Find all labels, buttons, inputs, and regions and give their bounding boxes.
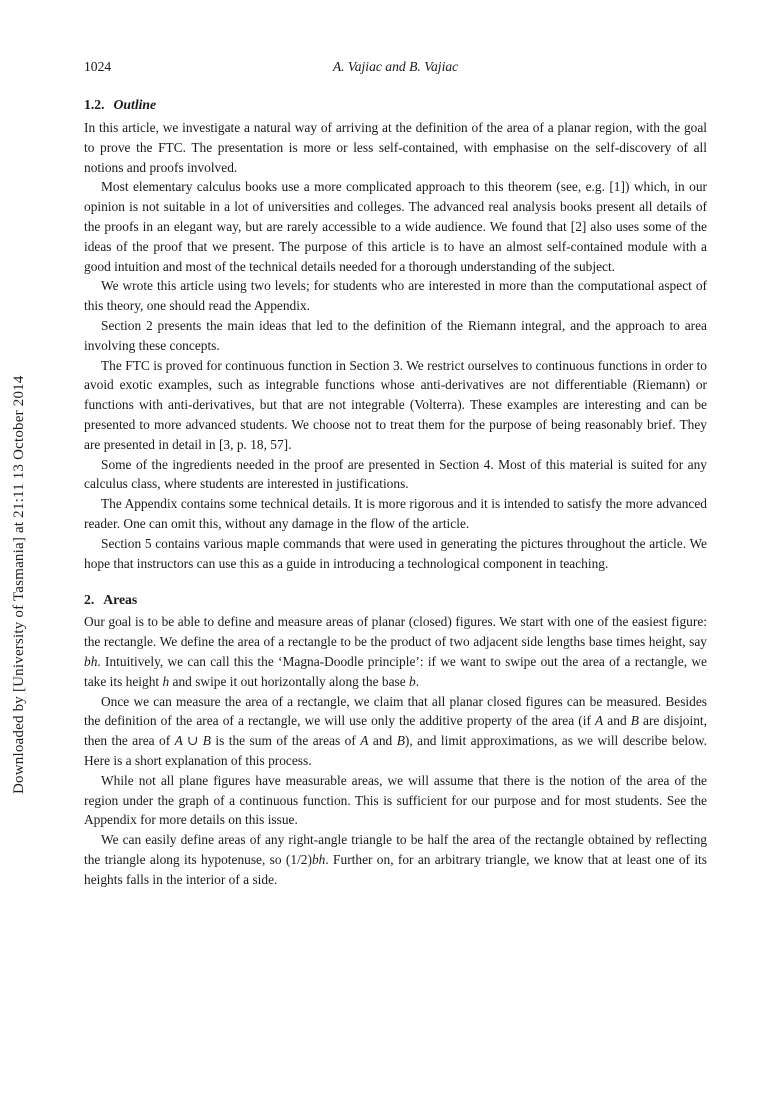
paragraph bbox=[84, 177, 707, 276]
text-run: Section 2 presents the main ideas that led to the definition of the Riemann integral, and the approach to area involving these concepts. bbox=[84, 317, 707, 353]
paragraph bbox=[84, 316, 707, 356]
text-run: We can easily define areas of any right-angle triangle to be half the area of the rectangle obtained by reflecting the triangle along its hypotenuse, so (1/2) bbox=[84, 832, 707, 867]
math-variable: A ∪ B bbox=[174, 733, 211, 749]
text-run: . Intuitively, we can call this the ‘Magna-Doodle principle’: if we want to swipe out the area of a rectangle, we take its height bbox=[84, 653, 707, 689]
text-run: Once we can measure the area of a rectangle, we claim that all planar closed figures can be measured. Besides the definition of the area of a rectangle, we will use only the additive property of the area (if bbox=[84, 693, 707, 729]
paragraph bbox=[84, 612, 707, 691]
article-content bbox=[84, 57, 707, 889]
running-title: A. Vajiac and B. Vajiac bbox=[332, 59, 459, 74]
section-title: Outline bbox=[113, 97, 157, 112]
paragraph bbox=[84, 771, 707, 830]
section-title: Areas bbox=[103, 592, 138, 608]
text-run: ), and limit approximations, as we will describe below. Here is a short explanation of this process. bbox=[84, 733, 707, 768]
text-run: The FTC is proved for continuous function in Section 3. We restrict ourselves to continuous functions in order to avoid exotic examples, such as integrable functions whose anti-derivatives are not differentiable (Riemann) or functions with anti-derivatives, but that are not integrable (Volterra). These examples are interesting and can be presented to more advanced students. We choose not to treat them for the purpose of being reasonably brief. They are presented in detail in [3, p. 18, 57]. bbox=[84, 357, 707, 452]
text-run: and swipe it out horizontally along the base bbox=[169, 673, 410, 689]
paragraph bbox=[84, 830, 707, 889]
text-run: Our goal is to be able to define and measure areas of planar (closed) figures. We start with one of the easiest figure: the rectangle. We define the area of a rectangle to be the product of two adjacent side lengths base times height, say bbox=[84, 614, 707, 650]
text-run: We wrote this article using two levels; for students who are interested in more than the computational aspect of this theory, one should read the Appendix. bbox=[84, 278, 707, 314]
page-number: 1024 bbox=[84, 59, 112, 74]
page-header bbox=[84, 57, 707, 77]
text-run: While not all plane figures have measurable areas, we will assume that there is the notion of the area of the region under the graph of a continuous function. This is sufficient for our purpose and for most students. See the Appendix for more details on this issue. bbox=[84, 772, 707, 828]
text-run: are disjoint, then the area of bbox=[84, 713, 707, 749]
section bbox=[84, 590, 707, 889]
paragraph bbox=[84, 118, 707, 177]
paragraph bbox=[84, 455, 707, 495]
math-variable: b bbox=[409, 673, 416, 689]
text-run: The Appendix contains some technical details. It is more rigorous and it is intended to satisfy the more advanced reader. One can omit this, without any damage in the flow of the article. bbox=[84, 496, 707, 531]
paragraph bbox=[84, 494, 707, 534]
section bbox=[84, 95, 707, 573]
math-variable: bh bbox=[311, 851, 326, 867]
text-run: Some of the ingredients needed in the proof are presented in Section 4. Most of this material is suited for any calculus class, where students are interested in justifications. bbox=[84, 456, 707, 492]
paragraph bbox=[84, 692, 707, 771]
text-run: Most elementary calculus books use a more complicated approach to this theorem (see, e.g. [1]) which, in our opinion is not suitable in a lot of universities and colleges. The advanced real analysis books present all details of the proofs in an elegant way, but are rarely accessible to a wide audience. We found that [2] also uses some of the ideas of the proof that we present. The purpose of this article is to have an almost self-contained module with a good intuition and most of the technical details needed for a thorough understanding of the subject. bbox=[84, 179, 707, 274]
text-run: Section 5 contains various maple commands that were used in generating the pictures throughout the article. We hope that instructors can use this as a guide in introducing a technological component in teaching. bbox=[84, 535, 707, 571]
section-number: 2. bbox=[84, 592, 95, 608]
section-heading bbox=[84, 590, 707, 610]
math-variable: A bbox=[595, 713, 604, 729]
math-variable: h bbox=[162, 673, 170, 689]
math-variable: A bbox=[360, 733, 369, 749]
section-heading bbox=[84, 95, 707, 115]
download-watermark: Downloaded by [University of Tasmania] at 21:11 13 October 2014 bbox=[11, 375, 27, 794]
text-run: and bbox=[368, 733, 397, 749]
section-number: 1.2. bbox=[84, 97, 105, 112]
math-variable: bh bbox=[84, 653, 98, 669]
text-run: . bbox=[415, 673, 420, 689]
math-variable: B bbox=[630, 713, 639, 729]
text-run: . Further on, for an arbitrary triangle, we know that at least one of its heights falls in the interior of a side. bbox=[84, 851, 707, 887]
text-run: is the sum of the areas of bbox=[210, 733, 361, 749]
paragraph bbox=[84, 534, 707, 574]
paragraph bbox=[84, 356, 707, 455]
text-run: and bbox=[603, 713, 631, 729]
math-variable: B bbox=[396, 733, 405, 749]
paragraph bbox=[84, 276, 707, 316]
text-run: In this article, we investigate a natural way of arriving at the definition of the area of a planar region, with the goal to prove the FTC. The presentation is more or less self-contained, with emphasise on the self-discovery of all notions and proofs involved. bbox=[84, 120, 707, 175]
article-body bbox=[84, 95, 707, 889]
